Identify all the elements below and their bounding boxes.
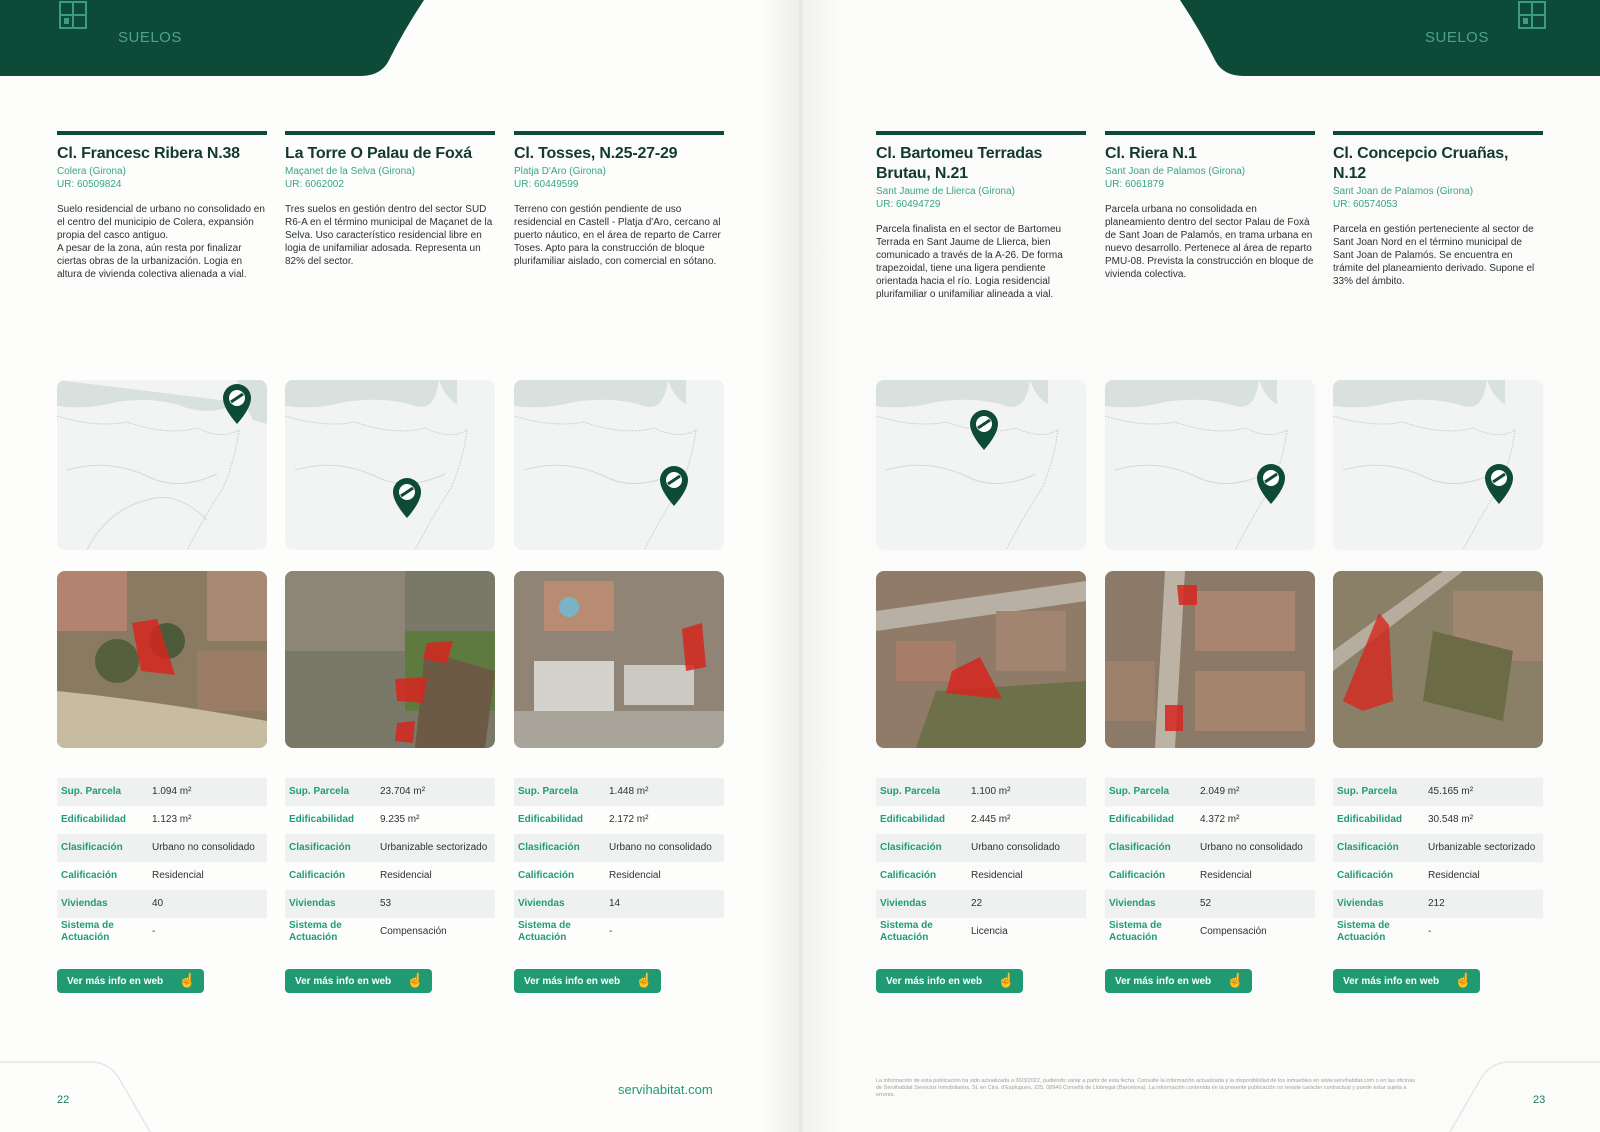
title-rule (57, 131, 267, 135)
spec-value: 1.094 m² (152, 786, 192, 797)
spec-row (57, 778, 267, 806)
property-specs-table (876, 778, 1086, 946)
spec-label: Edificabilidad (289, 814, 355, 825)
spec-value: 14 (609, 898, 621, 909)
spec-row (1105, 834, 1315, 862)
spec-value: Compensación (1200, 926, 1267, 937)
spec-label: Edificabilidad (880, 814, 946, 825)
website-link[interactable]: servihabitat.com (618, 1082, 713, 1097)
button-label: Ver más info en web (295, 975, 392, 987)
spec-label: Calificación (289, 870, 346, 881)
spec-row (876, 890, 1086, 918)
grid-logo-icon (1517, 0, 1547, 30)
spec-row (57, 890, 267, 918)
map-pin-icon (660, 466, 688, 506)
spec-label: Sup. Parcela (289, 786, 350, 797)
property-title: Cl. Bartomeu Terradas Brutau, N.21 (876, 145, 1043, 182)
spec-value: Residencial (1428, 870, 1480, 881)
spec-row (285, 890, 495, 918)
spec-row (1333, 890, 1543, 918)
spec-row (1333, 778, 1543, 806)
more-info-button[interactable] (57, 969, 204, 993)
page-number-right: 23 (1533, 1094, 1546, 1106)
spec-value: 40 (152, 898, 164, 909)
spec-row (514, 834, 724, 862)
spec-label: Clasificación (289, 842, 351, 853)
map-pin-icon (1257, 464, 1285, 504)
spec-value: 45.165 m² (1428, 786, 1474, 797)
spec-label: Calificación (1109, 870, 1166, 881)
title-rule (876, 131, 1086, 135)
spec-row (1105, 890, 1315, 918)
spec-value: Urbano no consolidado (1200, 842, 1303, 853)
spec-label: Viviendas (289, 898, 336, 909)
property-location: Sant Joan de Palamos (Girona) (1333, 186, 1474, 197)
description-paragraph: Parcela en gestión perteneciente al sector de Sant Joan Nord en el término municipal de Sant Joan de Palamós. Se encuentra en trámite del planeamiento derivado. Supone el 33% del ámbito. (1333, 224, 1535, 287)
spec-label: Clasificación (880, 842, 942, 853)
header-band-left (0, 0, 430, 76)
header-band-right (1170, 0, 1600, 76)
spec-row (285, 834, 495, 862)
spec-label: Viviendas (518, 898, 565, 909)
page-right (800, 0, 1600, 1132)
spec-row (57, 806, 267, 834)
spec-label: Clasificación (1337, 842, 1399, 853)
spec-label: Sistema de Actuación (1109, 920, 1162, 943)
property-card-1 (57, 131, 267, 281)
property-ur: UR: 60509824 (57, 179, 122, 190)
more-info-button[interactable] (514, 969, 661, 993)
spec-value: Urbano no consolidado (609, 842, 712, 853)
footer-curve-left (0, 1060, 160, 1132)
spec-label: Sistema de Actuación (880, 920, 933, 943)
property-description (514, 203, 724, 268)
property-card-2 (285, 131, 495, 268)
aerial-photo (514, 571, 724, 748)
spec-row (57, 862, 267, 890)
property-specs-table (285, 778, 495, 946)
location-map (1333, 380, 1543, 550)
spec-label: Edificabilidad (1109, 814, 1175, 825)
description-paragraph: Parcela finalista en el sector de Bartomeu Terrada en Sant Jaume de Llierca, bien comunicado a través de la A-26. De forma trapezoidal, tiene una ligera pendiente orientada hacia el río. Logia residencial plurifamiliar o unifamiliar alineada a vial. (876, 224, 1063, 300)
title-rule (1105, 131, 1315, 135)
spec-value: Residencial (971, 870, 1023, 881)
spec-value: 30.548 m² (1428, 814, 1474, 825)
property-specs-table (1105, 778, 1315, 946)
property-description (285, 203, 495, 268)
spec-label: Viviendas (880, 898, 927, 909)
spec-value: 212 (1428, 898, 1445, 909)
spec-row (57, 918, 267, 946)
spec-label: Sistema de Actuación (518, 920, 571, 943)
property-card-6 (1333, 131, 1543, 288)
spec-value: 22 (971, 898, 983, 909)
property-title: Cl. Tosses, N.25-27-29 (514, 145, 678, 162)
more-info-button[interactable] (285, 969, 432, 993)
spec-value: 2.172 m² (609, 814, 649, 825)
property-location: Sant Joan de Palamos (Girona) (1105, 166, 1246, 177)
property-ur: UR: 6062002 (285, 179, 344, 190)
spec-row (1105, 778, 1315, 806)
property-ur: UR: 6061879 (1105, 179, 1164, 190)
spec-value: - (152, 926, 156, 937)
spec-row (876, 834, 1086, 862)
map-pin-icon (1485, 464, 1513, 504)
more-info-button[interactable] (1333, 969, 1480, 993)
property-description (1333, 223, 1543, 288)
location-map (1105, 380, 1315, 550)
location-map (514, 380, 724, 550)
button-label: Ver más info en web (886, 975, 983, 987)
title-rule (1333, 131, 1543, 135)
spec-value: Urbanizable sectorizado (380, 842, 488, 853)
spec-label: Clasificación (518, 842, 580, 853)
button-label: Ver más info en web (1343, 975, 1440, 987)
spec-label: Viviendas (1109, 898, 1156, 909)
spec-label: Calificación (880, 870, 937, 881)
spec-row (1333, 862, 1543, 890)
spec-row (57, 834, 267, 862)
spec-row (1105, 806, 1315, 834)
property-card-3 (514, 131, 724, 268)
more-info-button[interactable] (1105, 969, 1252, 993)
spec-label: Sistema de Actuación (289, 920, 342, 943)
spec-value: Urbano consolidado (971, 842, 1060, 853)
click-hand-icon: ☝ (1454, 972, 1472, 988)
aerial-photo (876, 571, 1086, 748)
property-specs-table (57, 778, 267, 946)
map-pin-icon (223, 384, 251, 424)
click-hand-icon: ☝ (406, 972, 424, 988)
spec-value: - (1428, 926, 1432, 937)
description-paragraph: Tres suelos en gestión dentro del sector SUD R6-A en el término municipal de Maçanet de la Selva. Uso característico residencial libre en logia de unifamiliar adosada. Representa un 82% del sector. (285, 204, 493, 267)
spec-value: 4.372 m² (1200, 814, 1240, 825)
spec-label: Calificación (61, 870, 118, 881)
location-map (876, 380, 1086, 550)
spec-row (514, 806, 724, 834)
click-hand-icon: ☝ (635, 972, 653, 988)
more-info-button[interactable] (876, 969, 1023, 993)
property-title: Cl. Riera N.1 (1105, 145, 1197, 162)
section-label-right: SUELOS (1425, 29, 1489, 46)
spec-value: 53 (380, 898, 392, 909)
legal-disclaimer: La información de esta publicación ha sido actualizada a 30/3/2022, pudiendo variar a partir de esta fecha. Consulte la información actualizada y la disponibilidad de los inmuebles en www.servihabitat.com o en las oficinas de Servihabitat Servicios Inmobiliarios, SL en Ctra. d'Esplugues, 225, 08940 Cornellà de Llobregat (Barcelona). La información contenida en la presente publicación no reviste carácter contractual y puede estar sujeta a errores. (876, 1078, 1416, 1098)
property-description (57, 203, 267, 281)
spec-row (876, 862, 1086, 890)
spec-value: Residencial (609, 870, 661, 881)
spec-row (285, 918, 495, 946)
spec-label: Edificabilidad (61, 814, 127, 825)
spec-label: Edificabilidad (1337, 814, 1403, 825)
property-description (1105, 203, 1315, 281)
description-paragraph: Suelo residencial de urbano no consolidado en el centro del municipio de Colera, expansión propia del casco antiguo. (57, 204, 265, 241)
map-pin-icon (970, 410, 998, 450)
spec-row (1105, 862, 1315, 890)
title-rule (514, 131, 724, 135)
spec-row (1333, 806, 1543, 834)
aerial-photo (285, 571, 495, 748)
spec-row (285, 778, 495, 806)
aerial-photo (57, 571, 267, 748)
title-rule (285, 131, 495, 135)
property-card-4 (876, 131, 1086, 301)
spec-value: Residencial (152, 870, 204, 881)
spec-row (514, 778, 724, 806)
property-location: Platja D'Aro (Girona) (514, 166, 606, 177)
spec-value: 1.123 m² (152, 814, 192, 825)
location-map (57, 380, 267, 550)
property-description (876, 223, 1086, 301)
spec-label: Calificación (518, 870, 575, 881)
click-hand-icon: ☝ (997, 972, 1015, 988)
spec-row (1333, 834, 1543, 862)
property-ur: UR: 60494729 (876, 199, 941, 210)
spec-row (876, 918, 1086, 946)
spec-label: Sup. Parcela (1337, 786, 1398, 797)
spec-row (514, 862, 724, 890)
spec-value: 52 (1200, 898, 1212, 909)
property-ur: UR: 60574053 (1333, 199, 1398, 210)
footer-curve-right (1440, 1060, 1600, 1132)
spec-label: Sup. Parcela (518, 786, 579, 797)
spec-value: Urbano no consolidado (152, 842, 255, 853)
property-location: Colera (Girona) (57, 166, 126, 177)
spec-row (514, 918, 724, 946)
spec-label: Sup. Parcela (1109, 786, 1170, 797)
spec-label: Sup. Parcela (880, 786, 941, 797)
spec-label: Sistema de Actuación (61, 920, 114, 943)
map-pin-icon (393, 478, 421, 518)
spec-row (285, 806, 495, 834)
click-hand-icon: ☝ (1226, 972, 1244, 988)
spec-label: Clasificación (61, 842, 123, 853)
property-specs-table (1333, 778, 1543, 946)
spec-value: Urbanizable sectorizado (1428, 842, 1536, 853)
spec-label: Viviendas (61, 898, 108, 909)
spec-value: 1.100 m² (971, 786, 1011, 797)
spec-value: - (609, 926, 613, 937)
spec-value: 23.704 m² (380, 786, 426, 797)
page-number-left: 22 (57, 1094, 70, 1106)
property-title: Cl. Concepcio Cruañas, N.12 (1333, 145, 1509, 182)
spec-value: Compensación (380, 926, 447, 937)
spec-label: Clasificación (1109, 842, 1171, 853)
aerial-photo (1333, 571, 1543, 748)
property-ur: UR: 60449599 (514, 179, 579, 190)
section-label-left: SUELOS (118, 29, 182, 46)
property-title: La Torre O Palau de Foxá (285, 145, 472, 162)
property-card-5 (1105, 131, 1315, 281)
spec-value: Residencial (1200, 870, 1252, 881)
spec-value: Licencia (971, 926, 1008, 937)
spec-label: Sistema de Actuación (1337, 920, 1390, 943)
description-paragraph: A pesar de la zona, aún resta por finalizar ciertas obras de la urbanización. Logia en altura de vivienda colectiva alienada a vial. (57, 243, 247, 280)
spec-label: Viviendas (1337, 898, 1384, 909)
spec-row (876, 806, 1086, 834)
spec-value: 2.049 m² (1200, 786, 1240, 797)
spec-value: 1.448 m² (609, 786, 649, 797)
aerial-photo (1105, 571, 1315, 748)
grid-logo-icon (58, 0, 88, 30)
property-location: Maçanet de la Selva (Girona) (285, 166, 416, 177)
spec-label: Calificación (1337, 870, 1394, 881)
spec-row (1333, 918, 1543, 946)
spec-label: Edificabilidad (518, 814, 584, 825)
button-label: Ver más info en web (67, 975, 164, 987)
spec-value: 9.235 m² (380, 814, 420, 825)
spec-label: Sup. Parcela (61, 786, 122, 797)
spec-row (285, 862, 495, 890)
spec-row (1105, 918, 1315, 946)
spec-value: 2.445 m² (971, 814, 1011, 825)
spec-row (514, 890, 724, 918)
button-label: Ver más info en web (524, 975, 621, 987)
button-label: Ver más info en web (1115, 975, 1212, 987)
spec-value: Residencial (380, 870, 432, 881)
property-location: Sant Jaume de Llierca (Girona) (876, 186, 1015, 197)
click-hand-icon: ☝ (178, 972, 196, 988)
description-paragraph: Terreno con gestión pendiente de uso residencial en Castell - Platja d'Aro, cercano al puerto náutico, en el área de reparto de Carrer Toses. Apto para la construcción de bloque plurifamiliar aislado, con comercial en sótano. (514, 204, 721, 267)
location-map (285, 380, 495, 550)
spec-row (876, 778, 1086, 806)
property-title: Cl. Francesc Ribera N.38 (57, 145, 240, 162)
description-paragraph: Parcela urbana no consolidada en planeamiento dentro del sector Palau de Foxà de Sant Joan de Palamós, en trama urbana en nuevo desarrollo. Pertenece al área de reparto PMU-08. Prevista la construcción en bloque de vivienda colectiva. (1105, 204, 1314, 280)
property-specs-table (514, 778, 724, 946)
